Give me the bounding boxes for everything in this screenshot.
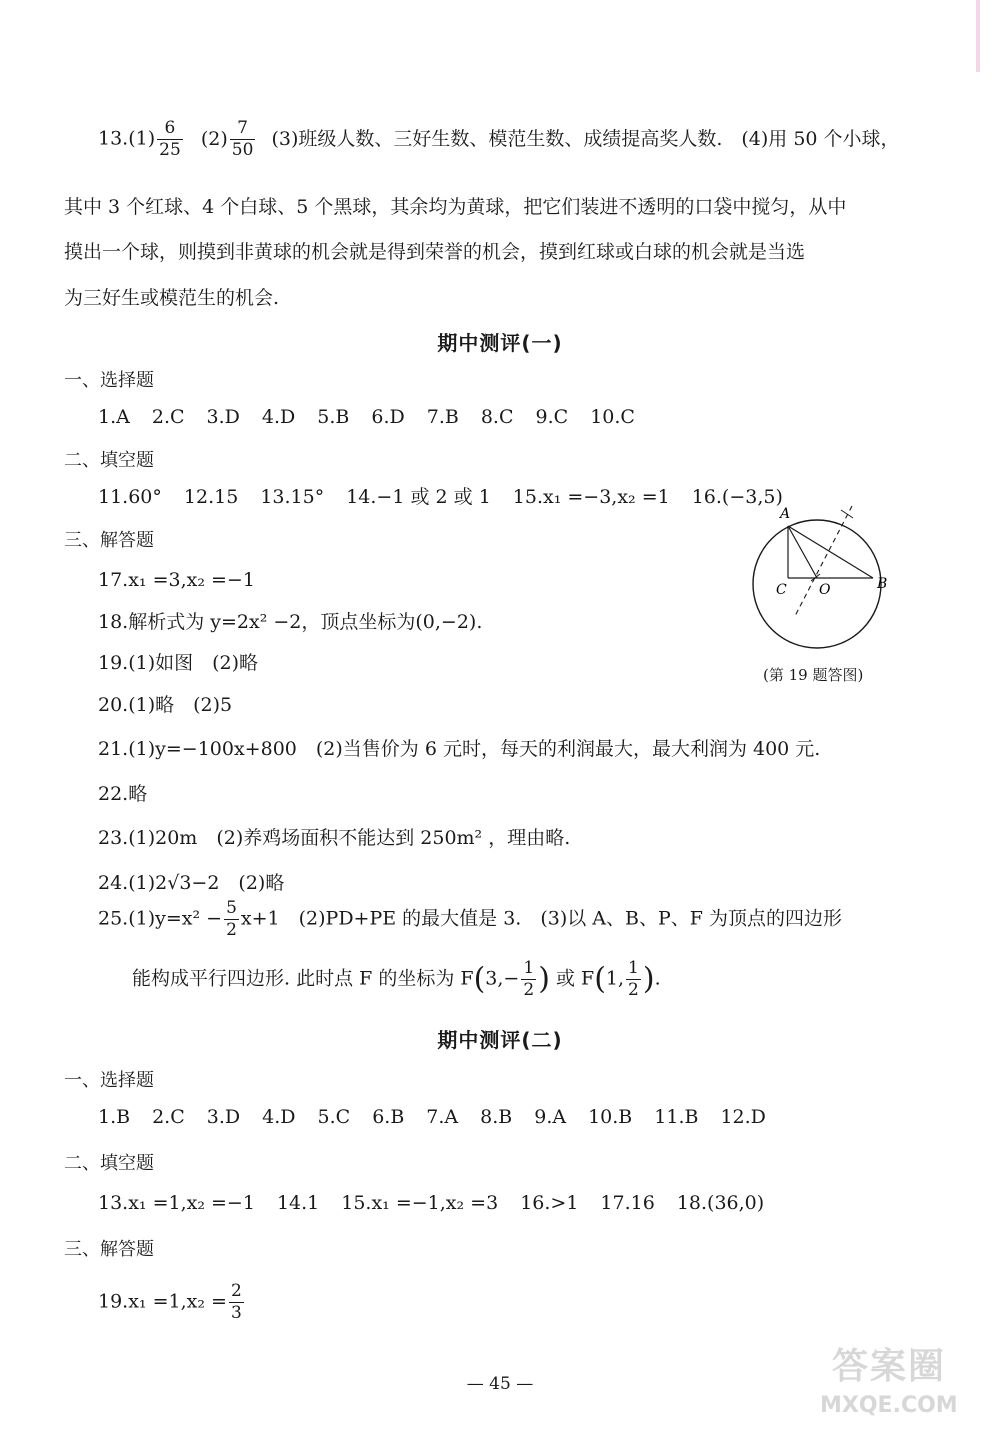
answer-item: 2.C [152, 1106, 185, 1128]
q13-fraction-2-num: 7 [230, 120, 256, 140]
figure-caption: (第 19 题答图) [763, 666, 864, 684]
answer-item: 5.B [317, 406, 350, 428]
answer-item: 2.C [151, 406, 185, 428]
answer-item: 11.60° [98, 486, 162, 508]
page-number: — 45 — [466, 1374, 534, 1394]
answer-item: 1.B [98, 1106, 131, 1128]
answer-item: 6.D [371, 406, 405, 428]
answer-item: 8.C [480, 406, 514, 428]
answer-item: 6.B [372, 1106, 405, 1128]
paren-close: ) [538, 961, 550, 997]
answer-item: 17.16 [600, 1192, 655, 1214]
answer-item: 15.x₁ =−1,x₂ =3 [341, 1192, 499, 1214]
exam1-solve-heading: 三、解答题 [64, 530, 154, 551]
a25-point-2-fraction [626, 960, 641, 999]
answer-item: 3.D [206, 1106, 241, 1128]
answer-item: 7.A [426, 1106, 459, 1128]
exam1-answer-25-line-2 [132, 960, 661, 999]
exam2-solve-heading: 三、解答题 [64, 1239, 154, 1260]
label-c: C [776, 582, 787, 598]
a25-part-a: 25.(1)y=x² − [98, 907, 223, 930]
exam1-title: 期中测评(一) [437, 331, 563, 355]
q13-line-4: 为三好生或模范生的机会. [64, 287, 280, 309]
answer-item: 18.(36,0) [676, 1192, 765, 1214]
answer-item: 10.B [588, 1106, 633, 1128]
answer-item: 10.C [590, 406, 635, 428]
a25-or: 或 F [555, 967, 595, 990]
frac-num: 2 [230, 1281, 242, 1301]
answer-item: 16.>1 [520, 1192, 579, 1214]
paren-close: ) [642, 961, 655, 997]
exam1-answer-24: 24.(1)2√3−2 (2)略 [98, 872, 285, 894]
exam1-answer-22: 22.略 [98, 783, 148, 805]
a25-part-b: x+1 (2)PD+PE 的最大值是 3. (3)以 A、B、P、F 为顶点的四边形 [240, 907, 842, 930]
a25-point-2: 1, [605, 967, 625, 990]
exam2-choice-heading: 一、选择题 [64, 1070, 154, 1091]
q13-fraction-2 [230, 120, 256, 159]
exam1-fill-answers [98, 488, 805, 507]
exam1-answer-17: 17.x₁ =3,x₂ =−1 [98, 569, 255, 591]
a25-point-1: 3,− [485, 967, 520, 990]
label-o: O [819, 582, 831, 598]
exam2-fill-answers [98, 1194, 786, 1213]
label-a: A [780, 506, 791, 522]
q19-answer-figure [740, 498, 900, 658]
exam1-choice-answers [98, 408, 657, 427]
exam1-fill-heading: 二、填空题 [64, 450, 154, 471]
label-b: B [877, 576, 888, 592]
exam1-answer-25-line-1 [98, 900, 842, 939]
exam1-answer-20: 20.(1)略 (2)5 [98, 694, 233, 716]
a19-fraction [229, 1283, 244, 1322]
answer-item: 7.B [426, 406, 459, 428]
exam1-answer-18: 18.解析式为 y=2x² −2，顶点坐标为(0,−2). [98, 611, 483, 633]
answer-item: 4.D [262, 1106, 296, 1128]
q13-part1-label: 13.(1) [98, 127, 156, 150]
q13-text-a: (3)班级人数、三好生数、模范生数、成绩提高奖人数. (4)用 50 个小球， [271, 127, 900, 150]
exam1-answer-23: 23.(1)20m (2)养鸡场面积不能达到 250m² ，理由略. [98, 827, 571, 849]
frac-den: 2 [523, 980, 535, 1000]
paren-open: ( [473, 961, 486, 997]
answer-item: 14.1 [276, 1192, 320, 1214]
perpendicular-bisector [795, 506, 852, 616]
answer-item: 9.C [535, 406, 569, 428]
exam2-title: 期中测评(二) [437, 1028, 563, 1052]
exam2-choice-answers [98, 1108, 788, 1127]
q13-line-3: 摸出一个球，则摸到非黄球的机会就是得到荣誉的机会，摸到红球或白球的机会就是当选 [64, 241, 806, 263]
a25-point-1-fraction [521, 960, 536, 999]
answer-item: 4.D [261, 406, 296, 428]
answer-item: 5.C [317, 1106, 351, 1128]
answer-item: 1.A [98, 406, 130, 428]
answer-item: 16.(−3,5) [691, 486, 783, 508]
paren-open: ( [594, 961, 606, 997]
a19-text: 19.x₁ =1,x₂ = [98, 1290, 227, 1313]
answer-item: 12.15 [183, 486, 239, 508]
answer-item: 8.B [480, 1106, 513, 1128]
q13-fraction-1-num: 6 [157, 120, 183, 140]
q13-fraction-1-den: 25 [159, 140, 181, 160]
frac-den: 3 [230, 1303, 242, 1323]
segment-ao [788, 526, 817, 578]
answer-item: 13.x₁ =1,x₂ =−1 [98, 1192, 255, 1214]
a25-part-c: 能构成平行四边形. 此时点 F 的坐标为 F [132, 967, 474, 990]
exam2-answer-19 [98, 1283, 246, 1322]
answer-item: 12.D [720, 1106, 766, 1128]
frac-den: 2 [628, 980, 639, 1000]
frac-num: 1 [628, 958, 639, 978]
figure-circle [753, 520, 881, 648]
answer-item: 9.A [534, 1106, 567, 1128]
answer-item: 15.x₁ =−3,x₂ =1 [512, 486, 670, 508]
a25-end: . [654, 967, 661, 990]
q13-fraction-1 [157, 120, 183, 159]
q13-fraction-2-den: 50 [231, 140, 254, 160]
answer-item: 14.−1 或 2 或 1 [346, 486, 491, 508]
q13-part2-label: (2) [200, 127, 228, 150]
q13-line-2: 其中 3 个红球、4 个白球、5 个黑球，其余均为黄球，把它们装进不透明的口袋中搅匀，从中 [64, 196, 847, 218]
exam1-answer-21: 21.(1)y=−100x+800 (2)当售价为 6 元时，每天的利润最大，最大利润为 400 元. [98, 738, 821, 760]
frac-num: 1 [523, 958, 535, 978]
segment-ab [788, 526, 873, 578]
watermark-logo: 答案圈 [832, 1346, 947, 1387]
exam1-choice-heading: 一、选择题 [64, 370, 154, 391]
answer-item: 3.D [206, 406, 240, 428]
a25-fraction-num: 5 [226, 898, 237, 918]
exam2-fill-heading: 二、填空题 [64, 1153, 154, 1174]
exam1-answer-19: 19.(1)如图 (2)略 [98, 652, 259, 674]
q13-line-1 [98, 120, 900, 159]
a25-fraction-den: 2 [226, 920, 237, 940]
watermark-url: MXQE.COM [820, 1393, 958, 1418]
page-edge-mark [976, 0, 980, 72]
answer-item: 13.15° [260, 486, 325, 508]
a25-fraction [224, 900, 239, 939]
answer-item: 11.B [654, 1106, 699, 1128]
